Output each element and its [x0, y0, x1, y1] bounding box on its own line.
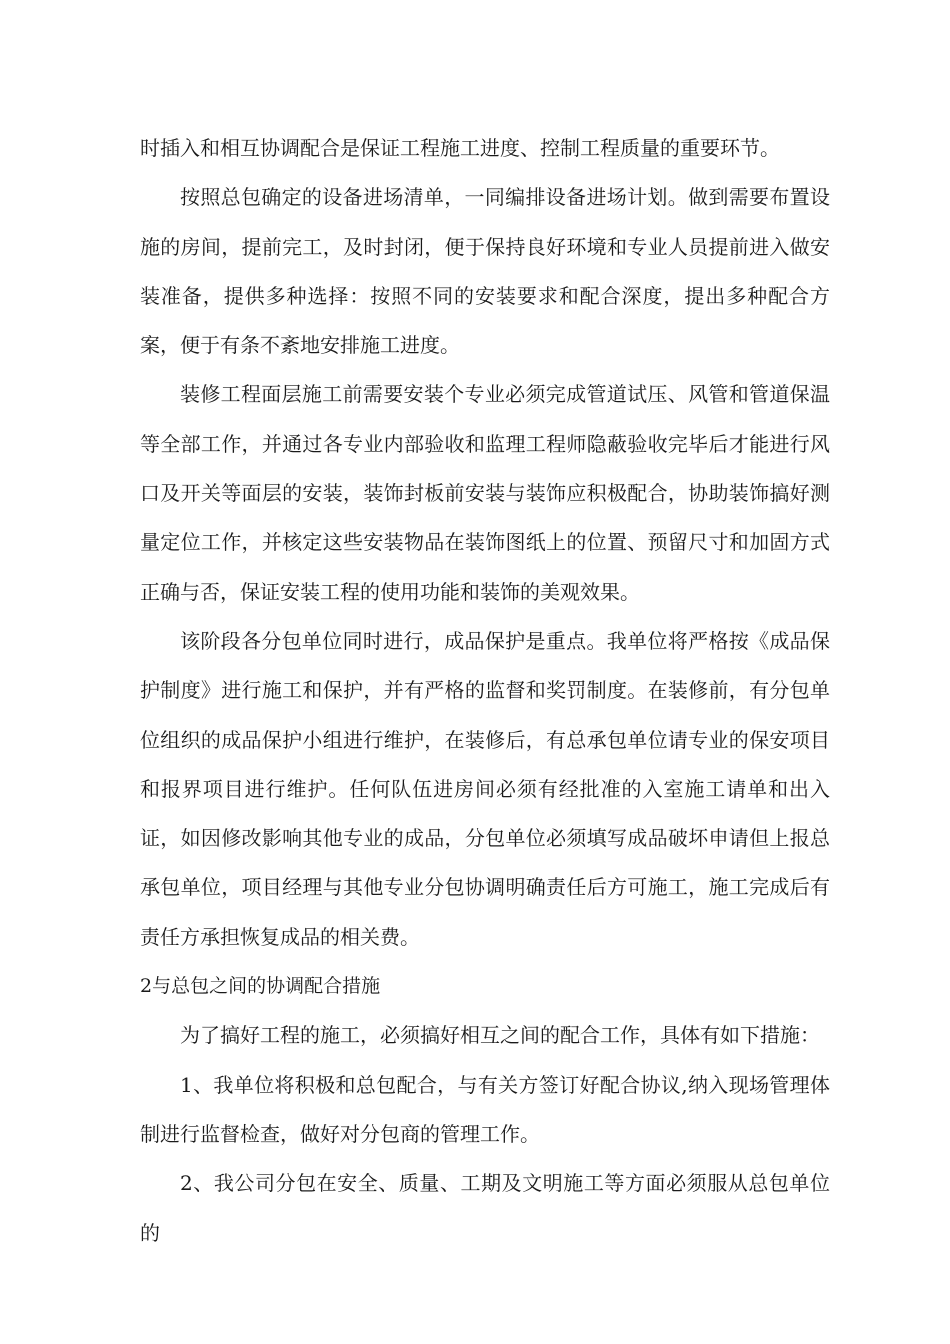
list-item-2: 2、我公司分包在安全、质量、工期及文明施工等方面必须服从总包单位的 [140, 1171, 830, 1245]
document-body [140, 124, 830, 1258]
paragraph-continuation: 时插入和相互协调配合是保证工程施工进度、控制工程质量的重要环节。 [140, 136, 780, 160]
paragraph-coordination-intro: 为了搞好工程的施工，必须搞好相互之间的配合工作，具体有如下措施： [180, 1023, 820, 1048]
paragraph-decoration-installation: 装修工程面层施工前需要安装个专业必须完成管道试压、风管和管道保温等全部工作，并通过各专业内部验收和监理工程师隐蔽验收完毕后才能进行风口及开关等面层的安装，装饰封板前安装与装饰应积极配合，协助装饰搞好测量定位工作，并核定这些安装物品在装饰图纸上的位置、预留尺寸和加固方式正确与否，保证安装工程的使用功能和装饰的美观效果。 [140, 382, 830, 604]
paragraph-product-protection: 该阶段各分包单位同时进行，成品保护是重点。我单位将严格按《成品保护制度》进行施工和保护，并有严格的监督和奖罚制度。在装修前，有分包单位组织的成品保护小组进行维护，在装修后，有总承包单位请专业的保安项目和报界项目进行维护。任何队伍进房间必须有经批准的入室施工请单和出入证，如因修改影响其他专业的成品，分包单位必须填写成品破坏申请但上报总承包单位，项目经理与其他专业分包协调明确责任后方可施工，施工完成后有责任方承担恢复成品的相关费。 [140, 628, 830, 949]
paragraph-equipment-entry: 按照总包确定的设备进场清单，一同编排设备进场计划。做到需要布置设施的房间，提前完工，及时封闭，便于保持良好环境和专业人员提前进入做安装准备，提供多种选择：按照不同的安装要求和配合深度，提出多种配合方案，便于有条不紊地安排施工进度。 [140, 185, 830, 358]
list-item-1: 1、我单位将积极和总包配合，与有关方签订好配合协议,纳入现场管理体制进行监督检查，做好对分包商的管理工作。 [140, 1072, 830, 1146]
section-heading: 2与总包之间的协调配合措施 [140, 975, 381, 998]
